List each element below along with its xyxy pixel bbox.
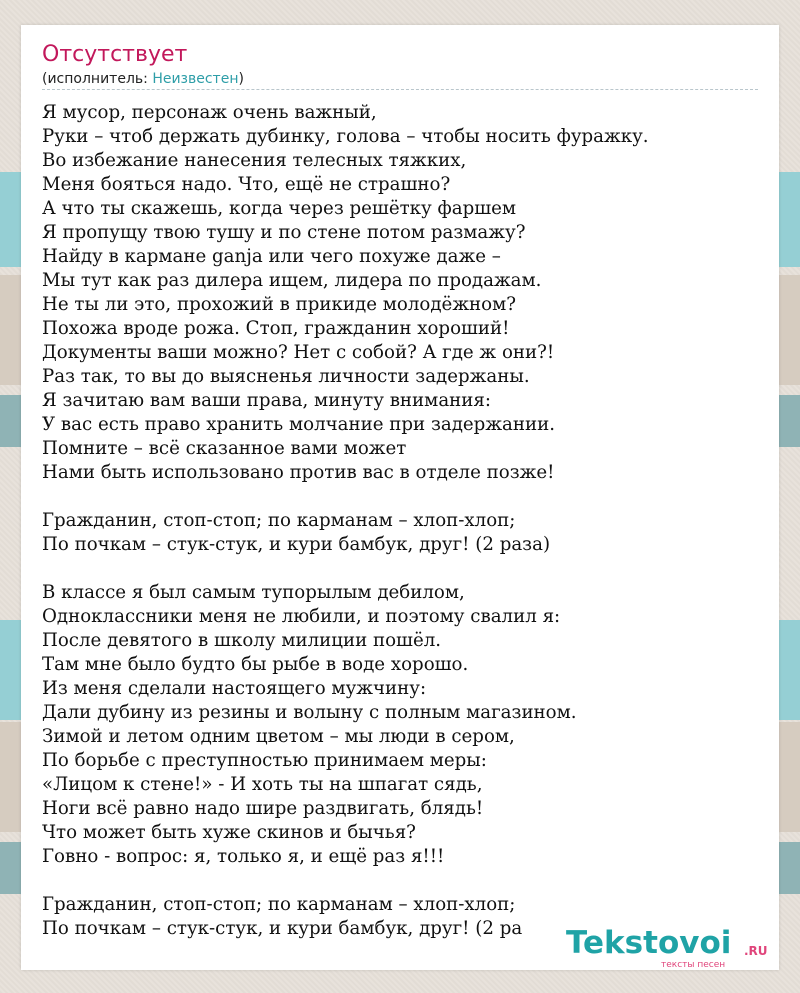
lyric-line: У вас есть право хранить молчание при задержании. [42,414,556,435]
lyric-line: Дали дубину из резины и волыну с полным магазином. [42,702,577,723]
lyric-line: Говно - вопрос: я, только я, и ещё раз я!!! [42,846,445,867]
lyric-line [42,869,762,893]
lyric-line: Документы ваши можно? Нет с собой? А где ж они?! [42,342,555,363]
logo-tagline: тексты песен [661,960,726,970]
lyric-line: Ноги всё равно надо шире раздвигать, блядь! [42,798,484,819]
lyric-line: По почкам – стук-стук, и кури бамбук, друг! (2 раза) [42,534,551,555]
lyric-line: Не ты ли это, прохожий в прикиде молодёжном? [42,294,517,315]
lyric-line [42,485,762,509]
lyric-line: Нами быть использовано против вас в отделе позже! [42,462,555,483]
logo-wordmark: Tekstovoi [566,925,732,961]
lyric-line: Найду в кармане ganja или чего похуже даже – [42,246,501,267]
logo-domain: .RU [744,944,768,958]
artist-line [42,71,244,87]
lyric-line: Гражданин, стоп-стоп; по карманам – хлоп-хлоп; [42,894,516,915]
lyric-line: После девятого в школу милиции пошёл. [42,630,442,651]
lyric-line: Помните – всё сказанное вами может [42,438,407,459]
artist-link[interactable]: Неизвестен [152,71,239,87]
lyrics-card [21,25,779,970]
artist-suffix: ) [238,71,244,87]
lyric-line: Что может быть хуже скинов и бычья? [42,822,416,843]
lyric-line: Из меня сделали настоящего мужчину: [42,678,427,699]
lyric-line: Я пропущу твою тушу и по стене потом размажу? [42,222,526,243]
lyric-line: А что ты скажешь, когда через решётку фаршем [42,198,517,219]
artist-prefix: (исполнитель: [42,71,153,87]
lyric-line: Я зачитаю вам ваши права, минуту внимания: [42,390,492,411]
lyric-line: Одноклассники меня не любили, и поэтому свалил я: [42,606,561,627]
title-divider [42,89,758,90]
lyric-line: Зимой и летом одним цветом – мы люди в сером, [42,726,515,747]
lyric-line: Гражданин, стоп-стоп; по карманам – хлоп-хлоп; [42,510,516,531]
lyrics-text [42,101,762,941]
song-title: Отсутствует [42,42,188,67]
lyric-line: «Лицом к стене!» - И хоть ты на шпагат сядь, [42,774,483,795]
lyric-line: Меня бояться надо. Что, ещё не страшно? [42,174,451,195]
site-logo[interactable] [566,925,786,975]
lyric-line: Раз так, то вы до выясненья личности задержаны. [42,366,530,387]
lyric-line [42,557,762,581]
lyric-line: Мы тут как раз дилера ищем, лидера по продажам. [42,270,542,291]
lyric-line: Руки – чтоб держать дубинку, голова – чтобы носить фуражку. [42,126,649,147]
lyric-line: Там мне было будто бы рыбе в воде хорошо. [42,654,469,675]
lyric-line: В классе я был самым тупорылым дебилом, [42,582,465,603]
lyric-line: Во избежание нанесения телесных тяжких, [42,150,467,171]
lyric-line: По почкам – стук-стук, и кури бамбук, друг! (2 ра [42,918,523,939]
lyric-line: Я мусор, персонаж очень важный, [42,102,377,123]
lyric-line: Похожа вроде рожа. Стоп, гражданин хороший! [42,318,510,339]
lyric-line: По борьбе с преступностью принимаем меры: [42,750,487,771]
